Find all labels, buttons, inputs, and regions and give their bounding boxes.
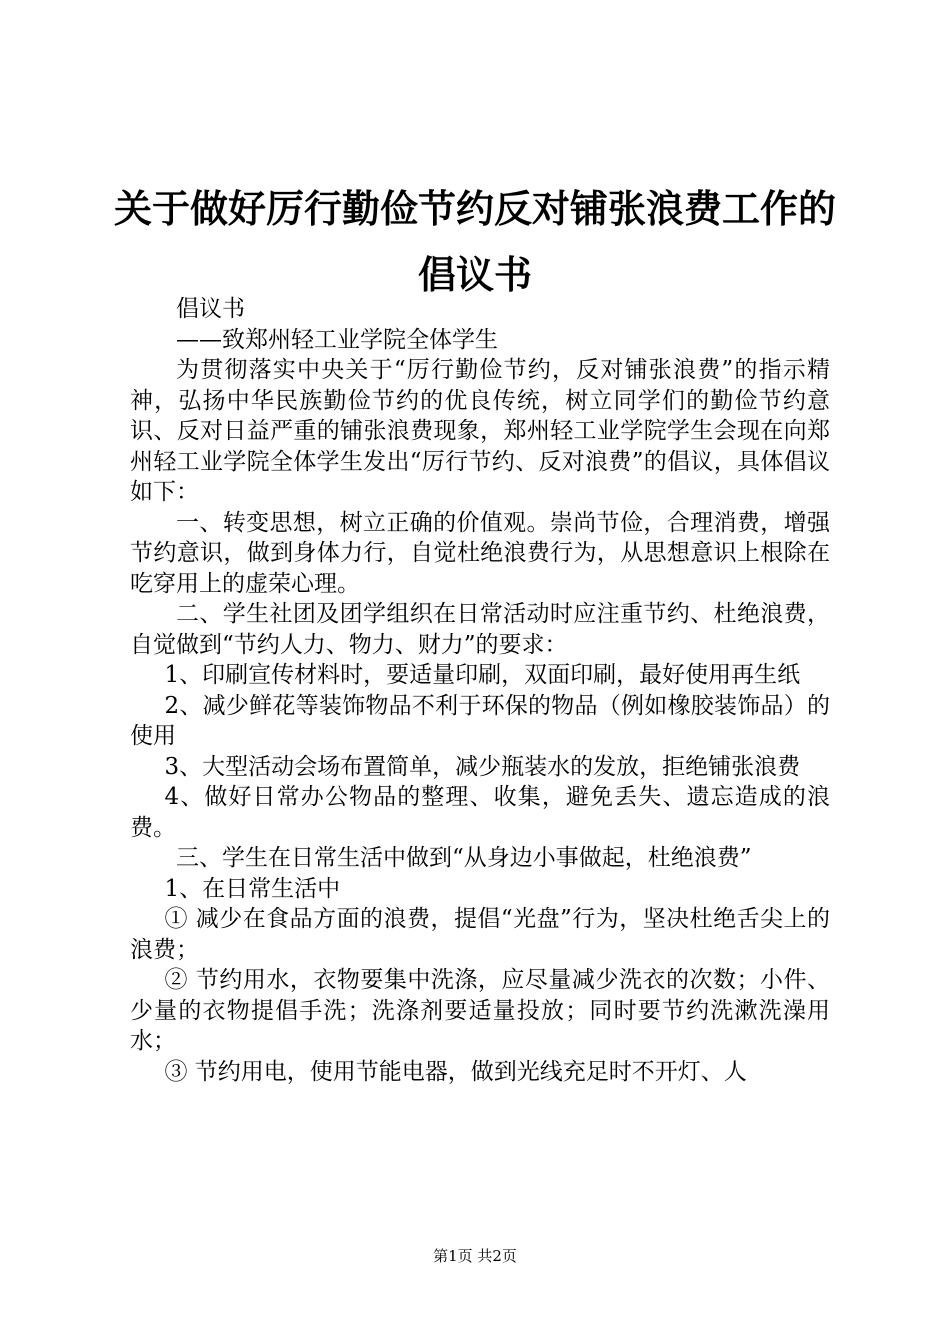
page-footer: 第1页 共2页 (433, 1247, 517, 1265)
paragraph-item-2-3: 3、大型活动会场布置简单，减少瓶装水的发放，拒绝铺张浪费 (164, 753, 801, 780)
paragraph-item-2-4: 4、做好日常办公物品的整理、收集，避免丢失、遗忘造成的浪费。 (130, 784, 830, 841)
paragraph-item-3-1-b: ② 节约用水，衣物要集中洗涤，应尽量减少洗衣的次数；小件、少量的衣物提倡手洗；洗涤剂要适量投放；同时要节约洗漱洗澡用水； (130, 967, 830, 1054)
document-title: 关于做好厉行勤俭节约反对铺张浪费工作的倡议书 (113, 186, 836, 297)
paragraph-point-3: 三、学生在日常生活中做到“从身边小事做起，杜绝浪费” (176, 845, 752, 871)
document-body (130, 294, 830, 1087)
paragraph-point-2: 二、学生社团及团学组织在日常活动时应注重节约、杜绝浪费，自觉做到“节约人力、物力、财力”的要求： (130, 601, 830, 658)
paragraph-recipient: ——致郑州轻工业学院全体学生 (176, 326, 498, 353)
paragraph-item-3-1-a: ① 减少在食品方面的浪费，提倡“光盘”行为，坚决杜绝舌尖上的浪费； (130, 906, 830, 963)
paragraph-intro: 为贯彻落实中央关于“厉行勤俭节约，反对铺张浪费”的指示精神，弘扬中华民族勤俭节约的优良传统，树立同学们的勤俭节约意识、反对日益严重的铺张浪费现象，郑州轻工业学院学生会现在向郑州轻工业学院全体学生发出“厉行节约、反对浪费”的倡议，具体倡议如下： (130, 357, 830, 505)
paragraph-item-2-1: 1、印刷宣传材料时，要适量印刷，双面印刷，最好使用再生纸 (164, 662, 801, 688)
paragraph-item-3-1-c: ③ 节约用电，使用节能电器，做到光线充足时不开灯、人 (164, 1058, 747, 1085)
paragraph-point-1: 一、转变思想，树立正确的价值观。崇尚节俭，合理消费，增强节约意识，做到身体力行，自觉杜绝浪费行为，从思想意识上根除在吃穿用上的虚荣心理。 (130, 509, 830, 597)
paragraph-item-2-2: 2、减少鲜花等装饰物品不利于环保的物品（例如橡胶装饰品）的使用 (130, 692, 830, 749)
paragraph-heading: 倡议书 (176, 296, 245, 322)
paragraph-item-3-1: 1、在日常生活中 (164, 875, 341, 902)
